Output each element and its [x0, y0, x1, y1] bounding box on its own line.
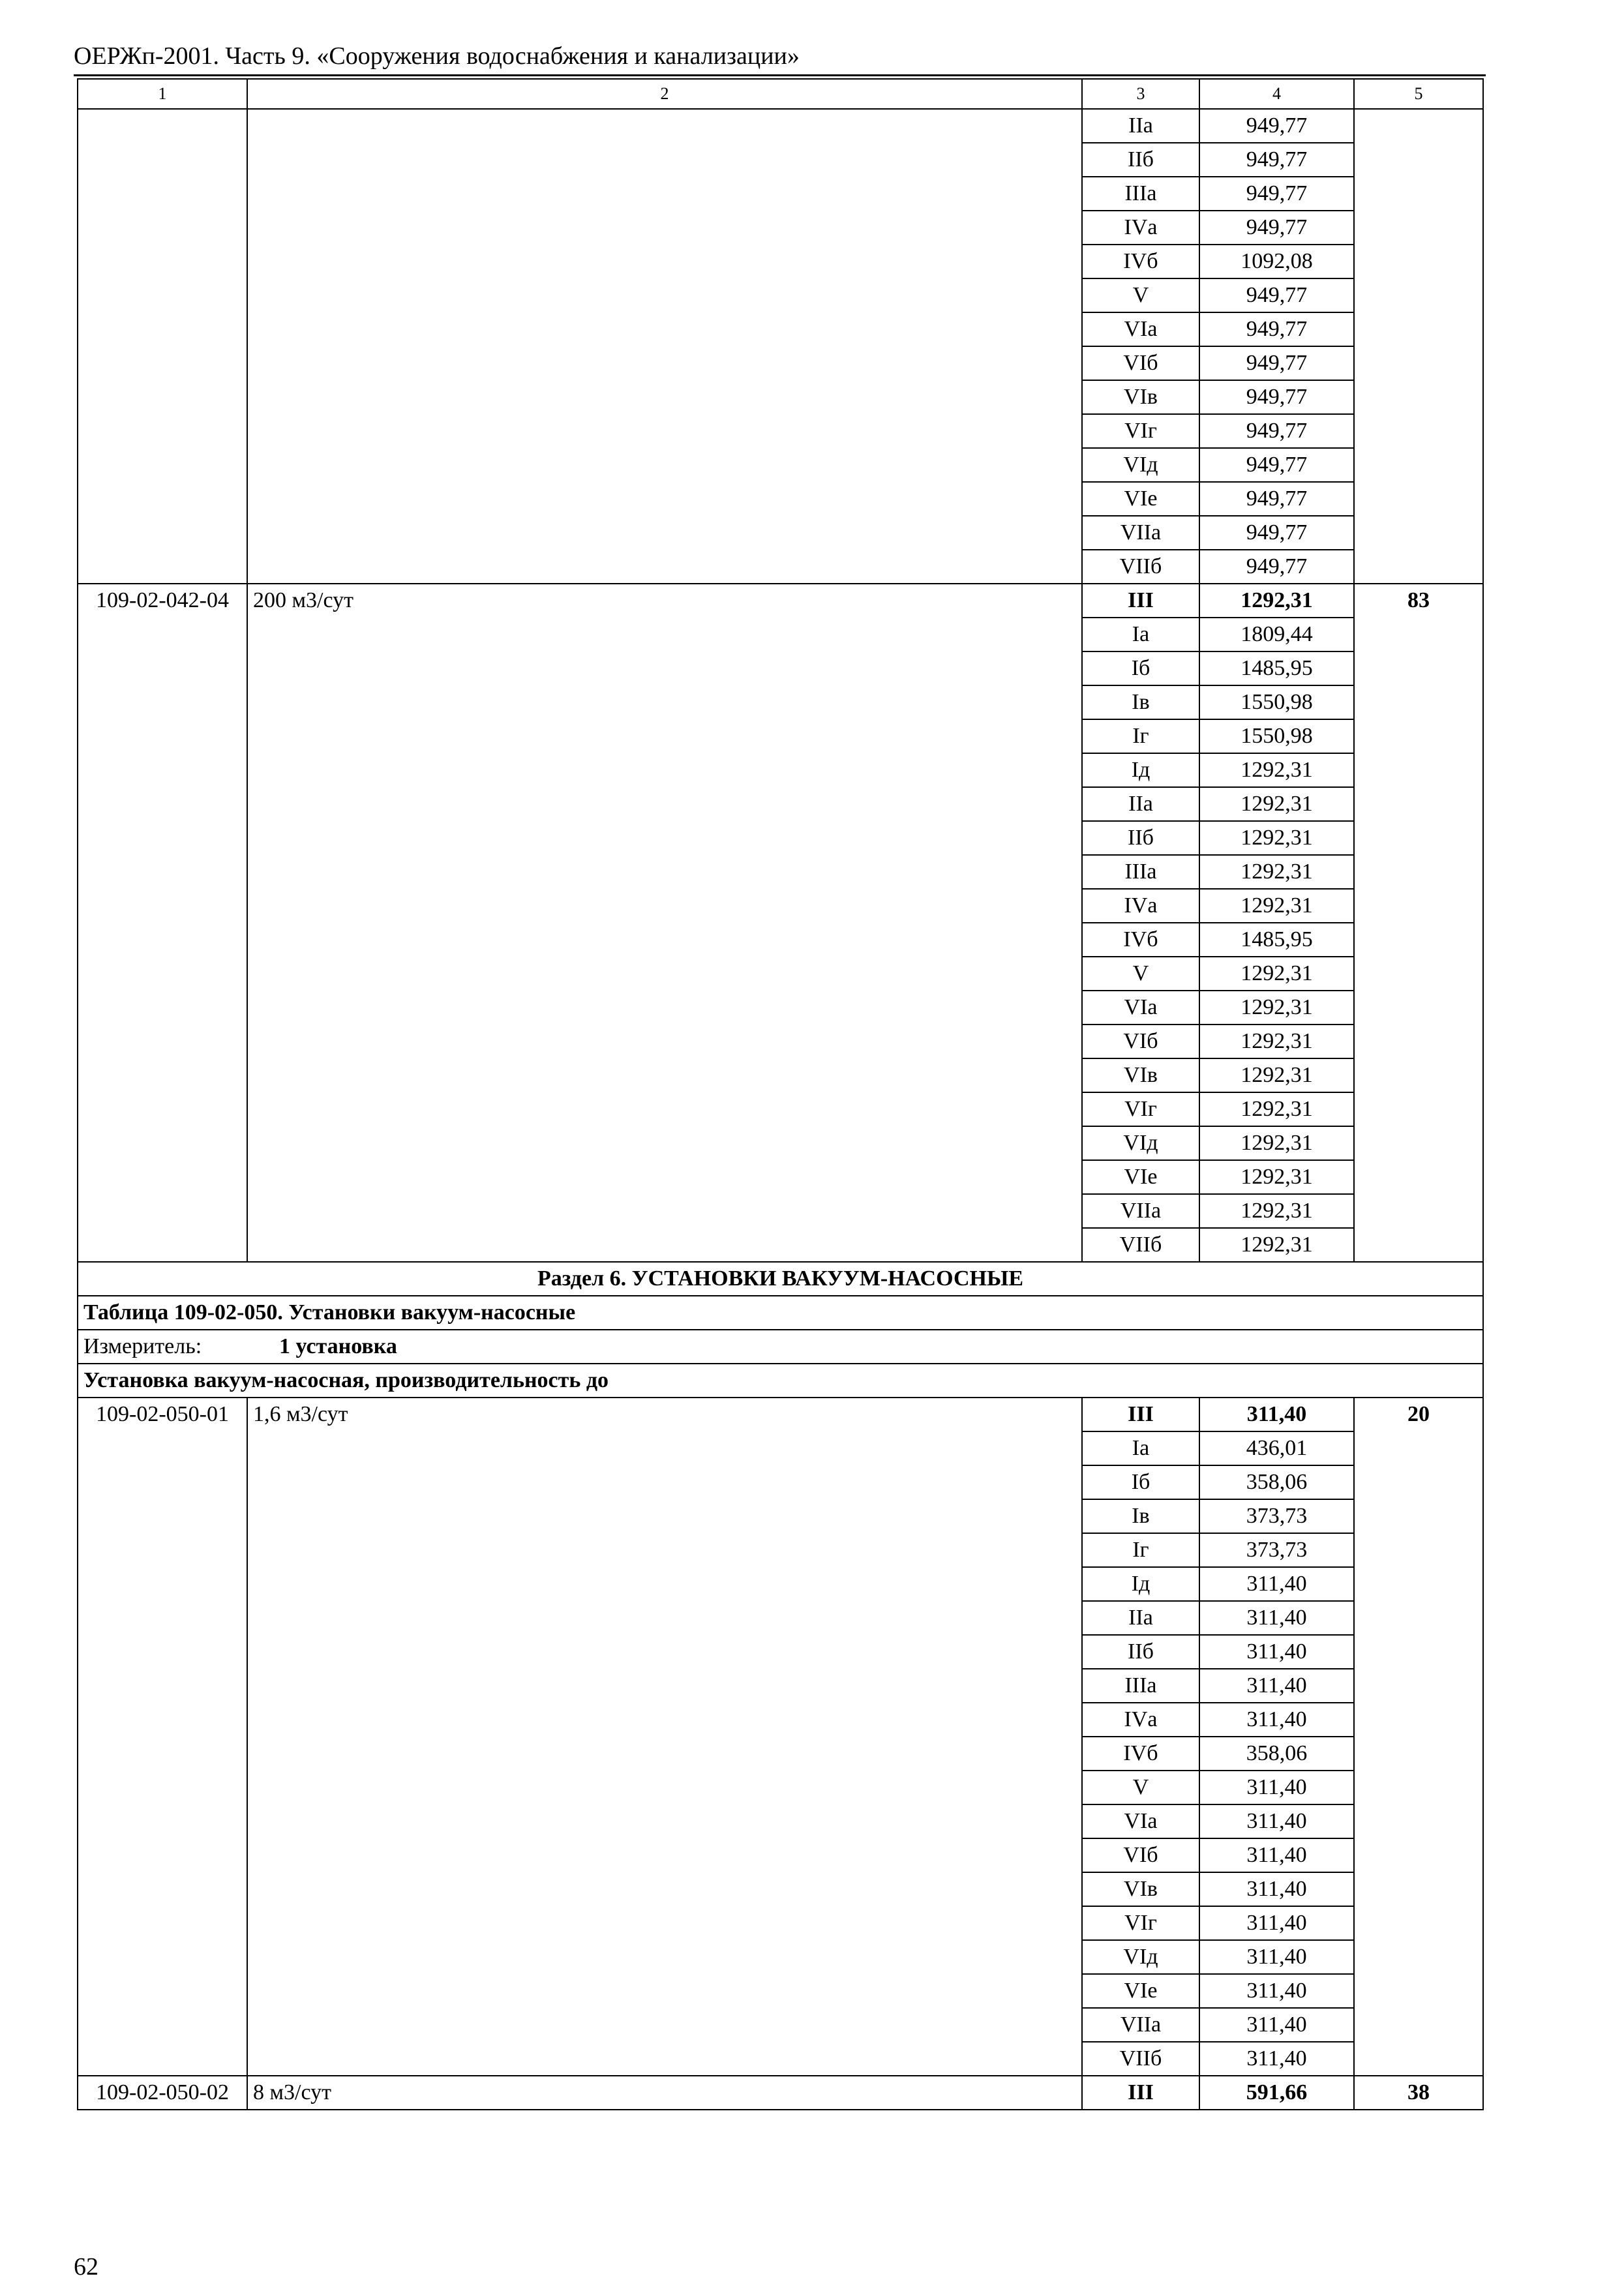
- section-heading-row: [78, 1262, 1483, 1296]
- column-number: 1: [78, 79, 247, 109]
- zone-cell: IIб: [1082, 821, 1199, 855]
- price-cell: 311,40: [1199, 2042, 1354, 2076]
- code-cell: 109-02-050-01: [78, 1398, 247, 2076]
- zone-cell: IVб: [1082, 1737, 1199, 1771]
- table-row: [78, 584, 1483, 618]
- zone-cell: VIд: [1082, 1940, 1199, 1974]
- name-cell: 1,6 м3/сут: [247, 1398, 1082, 2076]
- col5-cell: [1354, 109, 1483, 584]
- zone-cell: V: [1082, 957, 1199, 991]
- zone-cell: VIIа: [1082, 516, 1199, 550]
- name-cell: 8 м3/сут: [247, 2076, 1082, 2110]
- price-cell: 1292,31: [1199, 957, 1354, 991]
- price-cell: 373,73: [1199, 1499, 1354, 1533]
- zone-cell: VIв: [1082, 1058, 1199, 1092]
- zone-cell: Iа: [1082, 1431, 1199, 1465]
- name-cell: [247, 109, 1082, 584]
- price-cell: 949,77: [1199, 414, 1354, 448]
- price-cell: 311,40: [1199, 1940, 1354, 1974]
- price-cell: 949,77: [1199, 143, 1354, 177]
- price-cell: 1292,31: [1199, 991, 1354, 1025]
- zone-cell: VIд: [1082, 448, 1199, 482]
- zone-cell: VIв: [1082, 1872, 1199, 1906]
- column-number: 3: [1082, 79, 1199, 109]
- price-cell: 1292,31: [1199, 821, 1354, 855]
- zone-cell: VIIб: [1082, 550, 1199, 584]
- zone-cell: V: [1082, 278, 1199, 312]
- price-cell: 1292,31: [1199, 1160, 1354, 1194]
- zone-cell: VIа: [1082, 312, 1199, 346]
- subheading: Установка вакуум-насосная, производительность до: [78, 1364, 1483, 1398]
- zone-cell: VIв: [1082, 380, 1199, 414]
- price-cell: 1292,31: [1199, 1092, 1354, 1126]
- price-cell: 311,40: [1199, 1398, 1354, 1431]
- table-title-row: [78, 1296, 1483, 1330]
- price-cell: 949,77: [1199, 109, 1354, 143]
- price-cell: 1292,31: [1199, 1194, 1354, 1228]
- zone-cell: VIа: [1082, 991, 1199, 1025]
- zone-cell: IIIа: [1082, 855, 1199, 889]
- price-cell: 1292,31: [1199, 855, 1354, 889]
- price-cell: 311,40: [1199, 1804, 1354, 1838]
- price-cell: 1292,31: [1199, 889, 1354, 923]
- zone-cell: VIг: [1082, 414, 1199, 448]
- price-cell: 311,40: [1199, 1669, 1354, 1703]
- unit-label: Измеритель:: [83, 1334, 202, 1358]
- zone-cell: VIIа: [1082, 1194, 1199, 1228]
- column-number: 5: [1354, 79, 1483, 109]
- zone-cell: VIб: [1082, 1025, 1199, 1058]
- price-cell: 311,40: [1199, 1906, 1354, 1940]
- zone-cell: IIб: [1082, 1635, 1199, 1669]
- price-cell: 949,77: [1199, 482, 1354, 516]
- zone-cell: Iд: [1082, 753, 1199, 787]
- price-cell: 1550,98: [1199, 719, 1354, 753]
- zone-cell: VIб: [1082, 1838, 1199, 1872]
- price-cell: 1550,98: [1199, 685, 1354, 719]
- price-cell: 949,77: [1199, 211, 1354, 245]
- column-number-row: [78, 79, 1483, 109]
- price-cell: 591,66: [1199, 2076, 1354, 2110]
- zone-cell: IIIа: [1082, 1669, 1199, 1703]
- price-cell: 311,40: [1199, 2008, 1354, 2042]
- column-number: 2: [247, 79, 1082, 109]
- zone-cell: VIе: [1082, 482, 1199, 516]
- zone-cell: IVб: [1082, 245, 1199, 278]
- price-cell: 358,06: [1199, 1465, 1354, 1499]
- price-cell: 1292,31: [1199, 1126, 1354, 1160]
- zone-cell: VIб: [1082, 346, 1199, 380]
- zone-cell: VIIб: [1082, 2042, 1199, 2076]
- page-number: 62: [74, 2253, 98, 2281]
- price-cell: 311,40: [1199, 1872, 1354, 1906]
- code-cell: 109-02-050-02: [78, 2076, 247, 2110]
- zone-cell: VIIа: [1082, 2008, 1199, 2042]
- zone-cell: IIIа: [1082, 177, 1199, 211]
- col5-cell: 20: [1354, 1398, 1483, 2076]
- price-cell: 311,40: [1199, 1838, 1354, 1872]
- price-cell: 949,77: [1199, 312, 1354, 346]
- price-cell: 949,77: [1199, 516, 1354, 550]
- price-cell: 311,40: [1199, 1635, 1354, 1669]
- price-cell: 1292,31: [1199, 787, 1354, 821]
- price-table: [77, 78, 1484, 2110]
- zone-cell: Iв: [1082, 1499, 1199, 1533]
- table-title: Таблица 109-02-050. Установки вакуум-насосные: [78, 1296, 1483, 1330]
- price-cell: 1485,95: [1199, 923, 1354, 957]
- zone-cell: IIа: [1082, 109, 1199, 143]
- zone-cell: V: [1082, 1771, 1199, 1804]
- zone-cell: VIIб: [1082, 1228, 1199, 1262]
- price-cell: 1092,08: [1199, 245, 1354, 278]
- zone-cell: VIе: [1082, 1160, 1199, 1194]
- price-cell: 949,77: [1199, 278, 1354, 312]
- col5-cell: 38: [1354, 2076, 1483, 2110]
- zone-cell: III: [1082, 2076, 1199, 2110]
- price-cell: 949,77: [1199, 346, 1354, 380]
- header-rule: [74, 74, 1486, 76]
- price-cell: 1292,31: [1199, 1228, 1354, 1262]
- zone-cell: IIа: [1082, 787, 1199, 821]
- zone-cell: Iб: [1082, 1465, 1199, 1499]
- price-cell: 373,73: [1199, 1533, 1354, 1567]
- zone-cell: III: [1082, 584, 1199, 618]
- section-title: Раздел 6. УСТАНОВКИ ВАКУУМ-НАСОСНЫЕ: [78, 1262, 1483, 1296]
- price-cell: 949,77: [1199, 550, 1354, 584]
- price-cell: 949,77: [1199, 380, 1354, 414]
- zone-cell: VIа: [1082, 1804, 1199, 1838]
- zone-cell: III: [1082, 1398, 1199, 1431]
- zone-cell: IIб: [1082, 143, 1199, 177]
- price-cell: 311,40: [1199, 1771, 1354, 1804]
- zone-cell: IVб: [1082, 923, 1199, 957]
- zone-cell: IVа: [1082, 1703, 1199, 1737]
- zone-cell: VIд: [1082, 1126, 1199, 1160]
- unit-value: 1 установка: [279, 1334, 397, 1358]
- price-cell: 436,01: [1199, 1431, 1354, 1465]
- price-cell: 1485,95: [1199, 651, 1354, 685]
- unit-row: [78, 1330, 1483, 1364]
- price-cell: 1292,31: [1199, 1025, 1354, 1058]
- zone-cell: Iд: [1082, 1567, 1199, 1601]
- col5-cell: 83: [1354, 584, 1483, 1262]
- zone-cell: Iг: [1082, 1533, 1199, 1567]
- price-cell: 949,77: [1199, 448, 1354, 482]
- price-cell: 311,40: [1199, 1567, 1354, 1601]
- price-cell: 1292,31: [1199, 1058, 1354, 1092]
- zone-cell: IVа: [1082, 211, 1199, 245]
- zone-cell: VIе: [1082, 1974, 1199, 2008]
- column-number: 4: [1199, 79, 1354, 109]
- table-row: [78, 1398, 1483, 1431]
- price-cell: 311,40: [1199, 1974, 1354, 2008]
- name-cell: 200 м3/сут: [247, 584, 1082, 1262]
- code-cell: [78, 109, 247, 584]
- price-cell: 311,40: [1199, 1601, 1354, 1635]
- table-row: [78, 109, 1483, 143]
- unit-cell: [78, 1330, 1483, 1364]
- subheading-row: [78, 1364, 1483, 1398]
- zone-cell: Iв: [1082, 685, 1199, 719]
- zone-cell: Iб: [1082, 651, 1199, 685]
- zone-cell: Iг: [1082, 719, 1199, 753]
- document-header-title: ОЕРЖп-2001. Часть 9. «Сооружения водоснабжения и канализации»: [74, 42, 800, 70]
- price-cell: 311,40: [1199, 1703, 1354, 1737]
- zone-cell: VIг: [1082, 1906, 1199, 1940]
- table-row: [78, 2076, 1483, 2110]
- price-cell: 1809,44: [1199, 618, 1354, 651]
- price-cell: 1292,31: [1199, 753, 1354, 787]
- zone-cell: VIг: [1082, 1092, 1199, 1126]
- price-cell: 1292,31: [1199, 584, 1354, 618]
- zone-cell: IIа: [1082, 1601, 1199, 1635]
- price-cell: 949,77: [1199, 177, 1354, 211]
- zone-cell: IVа: [1082, 889, 1199, 923]
- price-cell: 358,06: [1199, 1737, 1354, 1771]
- zone-cell: Iа: [1082, 618, 1199, 651]
- code-cell: 109-02-042-04: [78, 584, 247, 1262]
